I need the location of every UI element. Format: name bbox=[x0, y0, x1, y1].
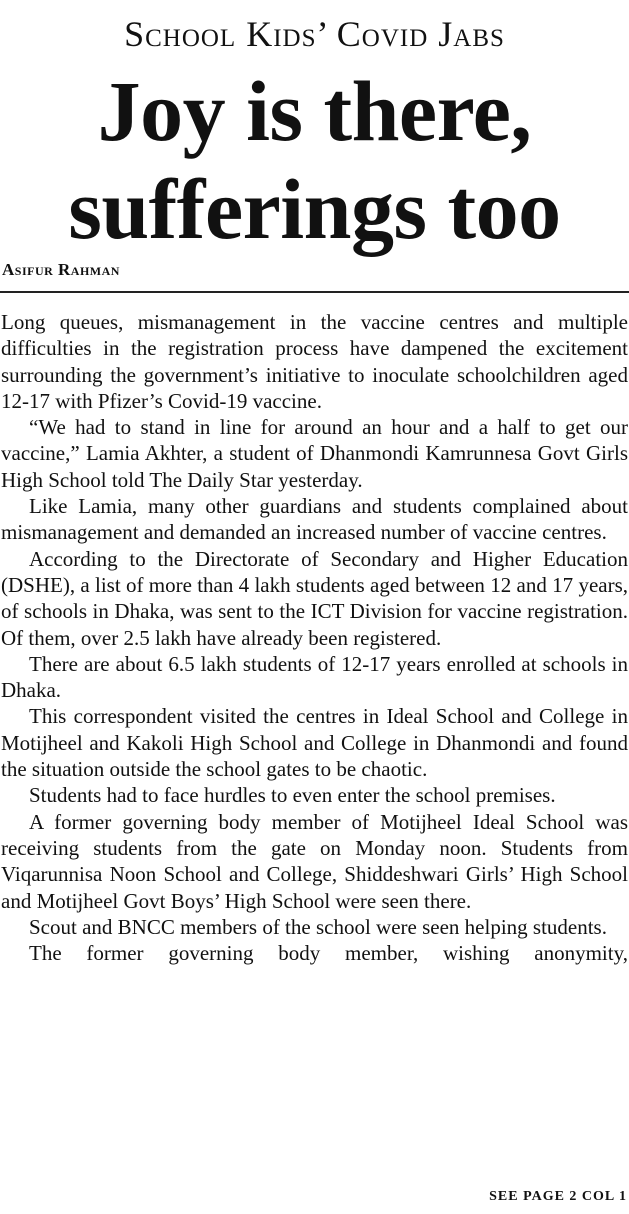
paragraph: This correspondent visited the centres in Ideal School and College in Motijheel and Kakoli High School and College in Dhanmondi and found the situation outside the school gates to be chaotic. bbox=[1, 704, 628, 782]
paragraph: Scout and BNCC members of the school were seen helping students. bbox=[29, 914, 607, 939]
headline-line-1: Joy is there, bbox=[97, 63, 532, 159]
paragraph: Like Lamia, many other guardians and students complained about mismanagement and demanded an increased number of vaccine centres. bbox=[1, 494, 628, 545]
headline-line-2: sufferings too bbox=[68, 161, 561, 257]
paragraph: According to the Directorate of Secondary and Higher Education (DSHE), a list of more than 4 lakh students aged between 12 and 17 years, of schools in Dhaka, was sent to the ICT Division for vaccine registration. Of them, over 2.5 lakh have already been registered. bbox=[1, 546, 628, 650]
continuation-jump-link[interactable]: SEE PAGE 2 COL 1 bbox=[489, 1189, 627, 1204]
byline: Asifur Rahman bbox=[2, 260, 120, 279]
headline bbox=[0, 62, 629, 258]
paragraph: Long queues, mismanagement in the vaccine centres and multiple difficulties in the registration process have dampened the excitement surrounding the government’s initiative to inoculate schoolchildren aged 12-17 with Pfizer’s Covid-19 vaccine. bbox=[1, 310, 628, 413]
paragraph: “We had to stand in line for around an hour and a half to get our vaccine,” Lamia Akhter, a student of Dhanmondi Kamrunnesa Govt Girls High School told The Daily Star yesterday. bbox=[1, 415, 628, 492]
paragraph: There are about 6.5 lakh students of 12-17 years enrolled at schools in Dhaka. bbox=[1, 651, 628, 703]
kicker-heading: School Kids’ Covid Jabs bbox=[124, 14, 505, 54]
paragraph: A former governing body member of Motijheel Ideal School was receiving students from the gate on Monday noon. Students from Viqarunnisa Noon School and College, Shiddeshwari Girls’ High School and Motijheel Govt Boys’ High School were seen there. bbox=[1, 809, 628, 913]
paragraph: Students had to face hurdles to even enter the school premises. bbox=[29, 783, 556, 808]
paragraph: The former governing body member, wishing anonymity, bbox=[29, 941, 628, 966]
article-body bbox=[1, 309, 628, 966]
byline-divider bbox=[0, 291, 629, 293]
